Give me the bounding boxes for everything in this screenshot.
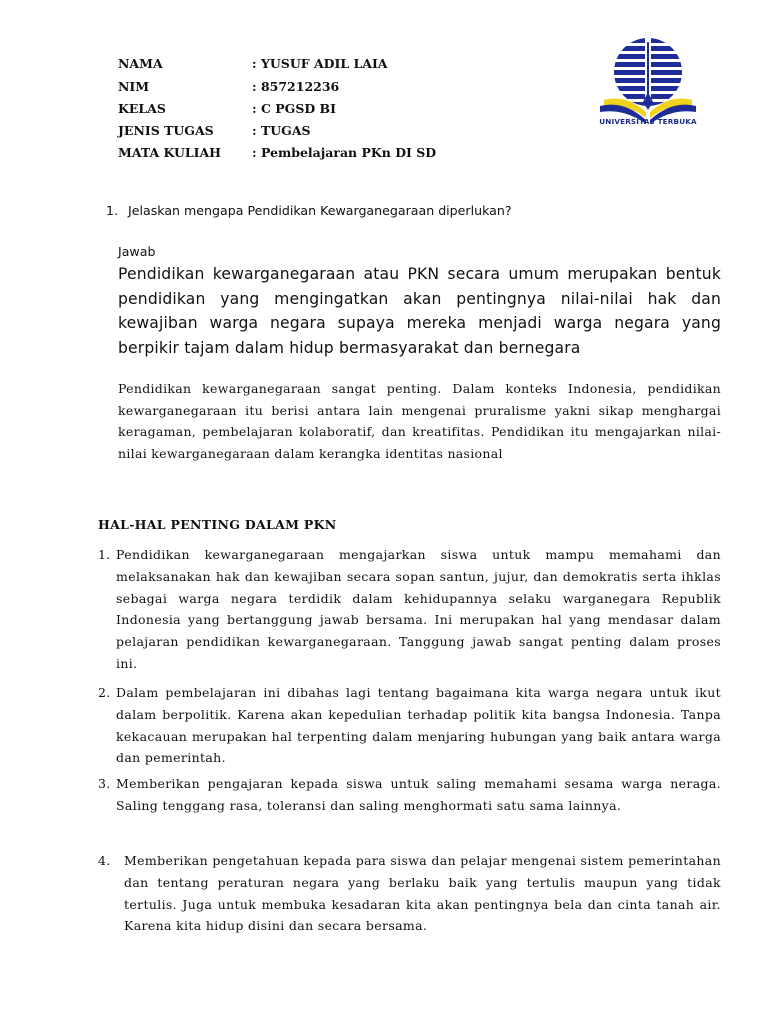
list-item	[98, 544, 721, 675]
label-mata-kuliah: MATA KULIAH	[118, 145, 221, 160]
list-item-number: 2.	[98, 685, 111, 700]
value-nim: : 857212236	[252, 79, 340, 94]
list-item-text: Dalam pembelajaran ini dibahas lagi tentang bagaimana kita warga negara untuk ikut dalam berpolitik. Karena akan kepedulian terhadap politik kita bangsa Indonesia. Tanpa kekacauan merupakan hal terpenting dalam menjaring hubungan yang baik antara warga dan pemerintah.	[116, 685, 721, 766]
list-item-text: Pendidikan kewarganegaraan mengajarkan siswa untuk mampu memahami dan melaksanakan hak dan kewajiban secara sopan santun, jujur, dan demokratis serta ihklas sebagai warga negara terdidik dalam kehidupannya selaku warganegara Republik Indonesia yang bertanggung jawab bersama. Ini merupakan hal yang mendasar dalam pelajaran pendidikan kewarganegaraan. Tanggung jawab sangat penting dalam proses ini.	[116, 547, 721, 671]
answer-label: Jawab	[118, 244, 156, 259]
list-item	[98, 773, 721, 817]
list-item	[98, 850, 721, 937]
list-item-text: Memberikan pengetahuan kepada para siswa dan pelajar mengenai sistem pemerintahan dan tentang peraturan negara yang berlaku baik yang tertulis maupun yang tidak tertulis. Juga untuk membuka kesadaran kita akan pentingnya bela dan cinta tanah air. Karena kita hidup disini dan secara bersama.	[124, 853, 721, 934]
list-item-text: Memberikan pengajaran kepada siswa untuk saling memahami sesama warga neraga. Saling tenggang rasa, toleransi dan saling menghormati satu sama lainnya.	[116, 776, 721, 813]
label-kelas: KELAS	[118, 101, 166, 116]
list-item-number: 4.	[98, 853, 111, 868]
label-jenis-tugas: JENIS TUGAS	[118, 123, 214, 138]
label-nim: NIM	[118, 79, 150, 94]
value-kelas: : C PGSD BI	[252, 101, 336, 116]
value-mata-kuliah: : Pembelajaran PKn DI SD	[252, 145, 437, 160]
question-number: 1.	[106, 203, 119, 218]
answer-paragraph-1: Pendidikan kewarganegaraan atau PKN secara umum merupakan bentuk pendidikan yang mengingatkan akan pentingnya nilai-nilai hak dan kewajiban warga negara supaya mereka menjadi warga negara yang berpikir tajam dalam hidup bermasyarakat dan bernegara	[118, 265, 721, 357]
answer-paragraph-2: Pendidikan kewarganegaraan sangat penting. Dalam konteks Indonesia, pendidikan kewarganegaraan itu berisi antara lain mengenai pruralisme yakni sikap menghargai keragaman, pembelajaran kolaboratif, dan kreatifitas. Pendidikan itu mengajarkan nilai-nilai kewarganegaraan dalam kerangka identitas nasional	[118, 381, 721, 461]
list-item-number: 1.	[98, 547, 111, 562]
list-item-number: 3.	[98, 776, 111, 791]
question-1	[106, 203, 512, 218]
list-item	[98, 682, 721, 769]
section-title: HAL-HAL PENTING DALAM PKN	[98, 517, 337, 532]
question-text: Jelaskan mengapa Pendidikan Kewarganegaraan diperlukan?	[128, 203, 512, 218]
label-nama: NAMA	[118, 56, 163, 71]
value-jenis-tugas: : TUGAS	[252, 123, 311, 138]
logo-caption: UNIVERSITAS TERBUKA	[599, 117, 697, 126]
value-nama: : YUSUF ADIL LAIA	[252, 56, 388, 71]
